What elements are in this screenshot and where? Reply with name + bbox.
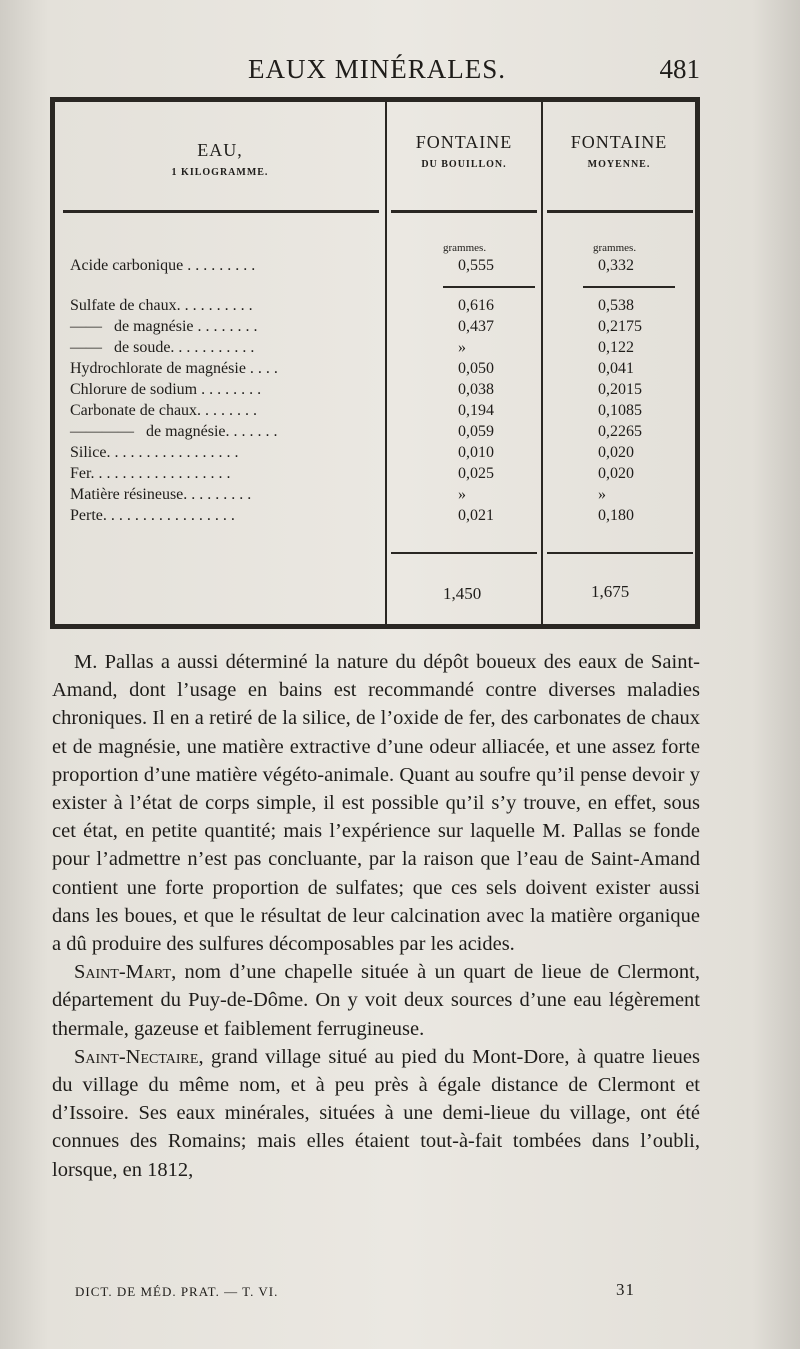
paragraph: M. Pallas a aussi déterminé la nature du dépôt boueux des eaux de Saint-Amand, dont l’usage en bains est recommandé contre diverses maladies chroniques. Il en a retiré de la silice, de l’oxide de fer, des carbonates de chaux et de magnésie, une matière extractive d’une odeur alliacée, et une assez forte proportion d’une matière végéto-animale. Quant au soufre qu’il pense devoir y exister à l’état de corps simple, il est possible qu’il s’y trouve, en effet, sous cet état, en petite quantité; mais l’expérience sur laquelle M. Pallas se fonde pour l’admettre n’est pas concluante, par la raison que l’eau de Saint-Amand contient une forte proportion de sulfates; que ces sels doivent exister aussi dans les boues, et que le résultat de leur calcination avec la matière organique a dû produire des sulfures décomposables par les acides.	[52, 651, 700, 956]
table-row: Fer. . . . . . . . . . . . . . . . . . 0,025 0,020	[70, 465, 634, 482]
table-row: —— de magnésie . . . . . . . . 0,437 0,2175	[70, 318, 642, 335]
column-header-bouillon	[387, 132, 541, 170]
section-rule	[583, 286, 675, 288]
table-row: Hydrochlorate de magnésie . . . . 0,050 0,041	[70, 360, 634, 377]
unit-label: grammes.	[593, 242, 637, 254]
page-footer	[75, 1280, 635, 1308]
analysis-table	[50, 97, 700, 629]
body-text	[52, 648, 700, 1184]
column-subtitle: MOYENNE.	[587, 159, 651, 170]
total-moyenne: 1,675	[591, 582, 630, 601]
table-row: Perte. . . . . . . . . . . . . . . . . 0,021 0,180	[70, 507, 634, 524]
section-rule	[443, 286, 535, 288]
table-row: Carbonate de chaux. . . . . . . . 0,194 0,1085	[70, 402, 642, 419]
header-rule	[63, 210, 379, 213]
total-rule	[391, 552, 537, 554]
header-rule	[391, 210, 537, 213]
running-footer: DICT. DE MÉD. PRAT. — T. VI.	[75, 1284, 279, 1299]
paragraph	[52, 1043, 700, 1184]
header-rule	[547, 210, 693, 213]
table-row: Acide carbonique . . . . . . . . . 0,555 0,332	[70, 257, 634, 274]
column-title: EAU,	[197, 140, 243, 160]
total-rule	[547, 552, 693, 554]
column-header-moyenne	[543, 132, 695, 170]
running-title: EAUX MINÉRALES.	[248, 54, 506, 84]
page-number: 481	[659, 54, 700, 84]
table-row: Silice. . . . . . . . . . . . . . . . . 0,010 0,020	[70, 444, 634, 461]
table-row: Chlorure de sodium . . . . . . . . 0,038 0,2015	[70, 381, 642, 398]
table-row: Matière résineuse. . . . . . . . . » »	[70, 486, 606, 503]
paragraph	[52, 958, 700, 1043]
column-title: FONTAINE	[570, 132, 668, 152]
column-title: FONTAINE	[415, 132, 513, 152]
column-subtitle: 1 KILOGRAMME.	[171, 167, 269, 178]
total-bouillon: 1,450	[443, 584, 482, 603]
table-row: Sulfate de chaux. . . . . . . . . . 0,616 0,538	[70, 297, 634, 314]
table-row: ———— de magnésie. . . . . . . 0,059 0,2265	[70, 423, 642, 440]
entry-heading: Saint-Mart	[74, 961, 172, 984]
column-subtitle: DU BOUILLON.	[421, 159, 507, 170]
signature-mark: 31	[616, 1280, 635, 1299]
page-header	[52, 52, 702, 92]
column-header-eau	[55, 140, 385, 178]
unit-label: grammes.	[443, 242, 487, 254]
entry-text: , nom d’une chapelle située à un quart de lieue de Clermont, département du Puy-de-Dôme. On y voit deux sources d’une eau légèrement thermale, gazeuse et faiblement ferrugineuse.	[52, 961, 700, 1040]
table-row: —— de soude. . . . . . . . . . . » 0,122	[70, 339, 634, 356]
entry-text: , grand village situé au pied du Mont-Dore, à quatre lieues du village du même nom, et à peu près à égale distance de Clermont et d’Issoire. Ses eaux minérales, situées à une demi-lieue du village, ont été connues des Romains; mais elles étaient tout-à-fait tombées dans l’oubli, lorsque, en 1812,	[52, 1045, 700, 1181]
entry-heading: Saint-Nectaire	[74, 1045, 199, 1068]
